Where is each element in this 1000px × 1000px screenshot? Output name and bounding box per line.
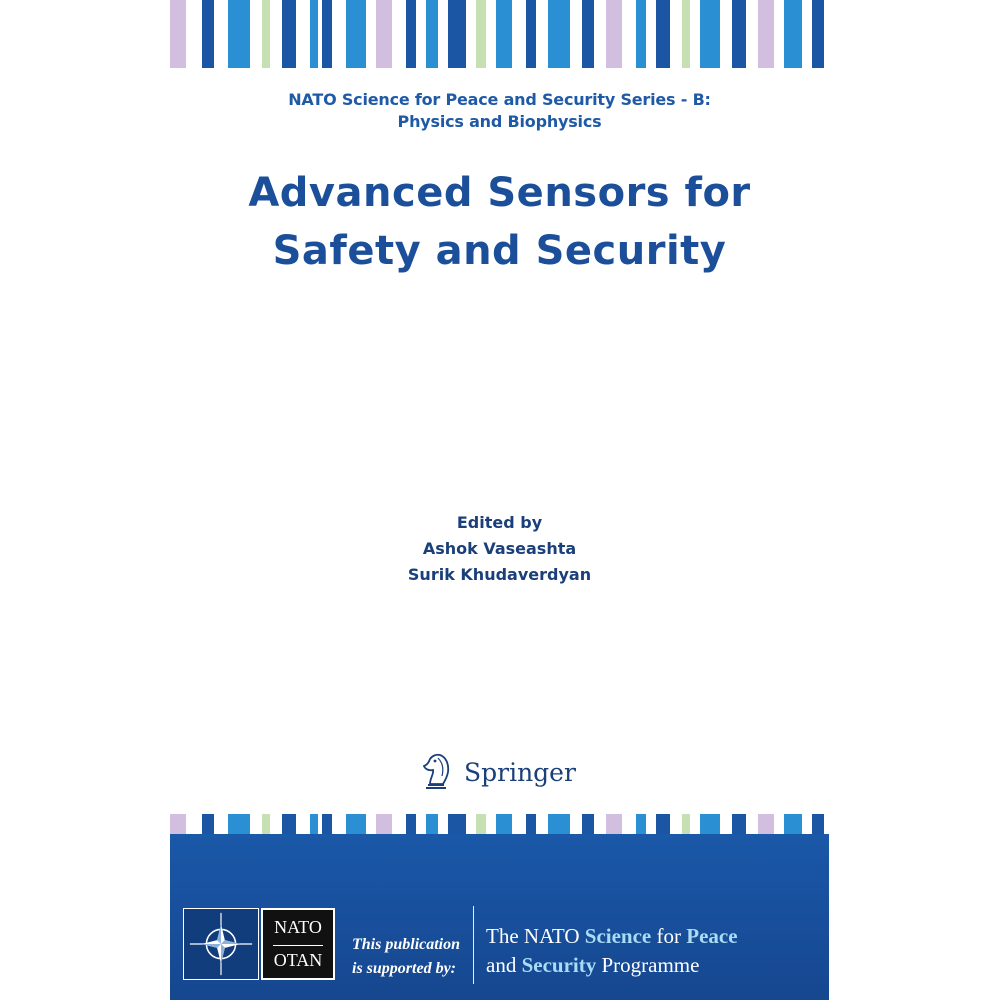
stripe [262,814,270,834]
stripe [476,0,486,68]
series-title [170,89,829,133]
supported-line: This publication [352,936,461,953]
stripe [376,0,392,68]
book-title [170,164,829,280]
stripe [636,0,646,68]
stripe [548,814,570,834]
text-highlight: Security [521,953,597,977]
stripe [582,0,594,68]
stripe [202,814,214,834]
series-line: Physics and Biophysics [397,112,602,131]
title-line: Advanced Sensors for [248,170,751,216]
editor-name: Ashok Vaseashta [422,539,577,558]
editors [170,510,829,588]
stripe [376,814,392,834]
supported-line: is supported by: [352,960,456,977]
stripe [732,814,746,834]
stripe [606,0,622,68]
stripe [310,814,318,834]
nato-otan-wordmark [261,908,335,980]
vertical-divider [473,906,474,984]
stripe [700,814,720,834]
stripe [758,0,774,68]
stripe [426,0,438,68]
stripe [346,0,366,68]
stripe [406,0,416,68]
wordmark-rule [273,945,323,946]
stripe [784,0,802,68]
stripe [656,814,670,834]
book-cover [170,0,829,1000]
text-segment: for [651,924,687,948]
nato-logo [183,908,335,980]
programme-name [486,922,738,980]
otan-text: OTAN [273,950,323,970]
text-segment: Programme [596,953,700,977]
editor-name: Surik Khudaverdyan [407,565,592,584]
chess-knight-icon [418,752,454,792]
stripe [496,0,512,68]
stripe [812,814,824,834]
text-highlight: Peace [686,924,738,948]
programme-line-2 [486,951,738,980]
stripe [448,814,466,834]
stripe [582,814,594,834]
nato-compass-star-icon [183,908,259,980]
middle-stripe-band [170,814,829,834]
stripe [526,814,536,834]
stripe [406,814,416,834]
stripe [228,814,250,834]
stripe [282,0,296,68]
stripe [496,814,512,834]
stripe [322,814,332,834]
stripe [476,814,486,834]
title-line: Safety and Security [272,228,727,274]
nato-programme-band [170,834,829,1000]
stripe [548,0,570,68]
stripe [282,814,296,834]
publisher-mark [418,752,576,792]
stripe [322,0,332,68]
stripe [682,814,690,834]
text-segment: The NATO [486,924,585,948]
stripe [732,0,746,68]
stripe [758,814,774,834]
stripe [636,814,646,834]
stripe [784,814,802,834]
nato-text: NATO [274,917,322,937]
stripe [262,0,270,68]
stripe [346,814,366,834]
stripe [202,0,214,68]
edited-by-label: Edited by [456,513,543,532]
stripe [526,0,536,68]
supported-by-note [352,933,460,981]
text-segment: and [486,953,522,977]
top-stripe-band [170,0,829,68]
text-highlight: Science [584,924,652,948]
programme-line-1 [486,922,738,951]
stripe [310,0,318,68]
stripe [812,0,824,68]
stripe [682,0,690,68]
stripe [448,0,466,68]
series-line: NATO Science for Peace and Security Series - B: [288,90,711,109]
stripe [606,814,622,834]
stripe [426,814,438,834]
stripe [656,0,670,68]
stripe [170,814,186,834]
stripe [228,0,250,68]
publisher-name: Springer [464,757,576,787]
stripe [170,0,186,68]
stripe [700,0,720,68]
